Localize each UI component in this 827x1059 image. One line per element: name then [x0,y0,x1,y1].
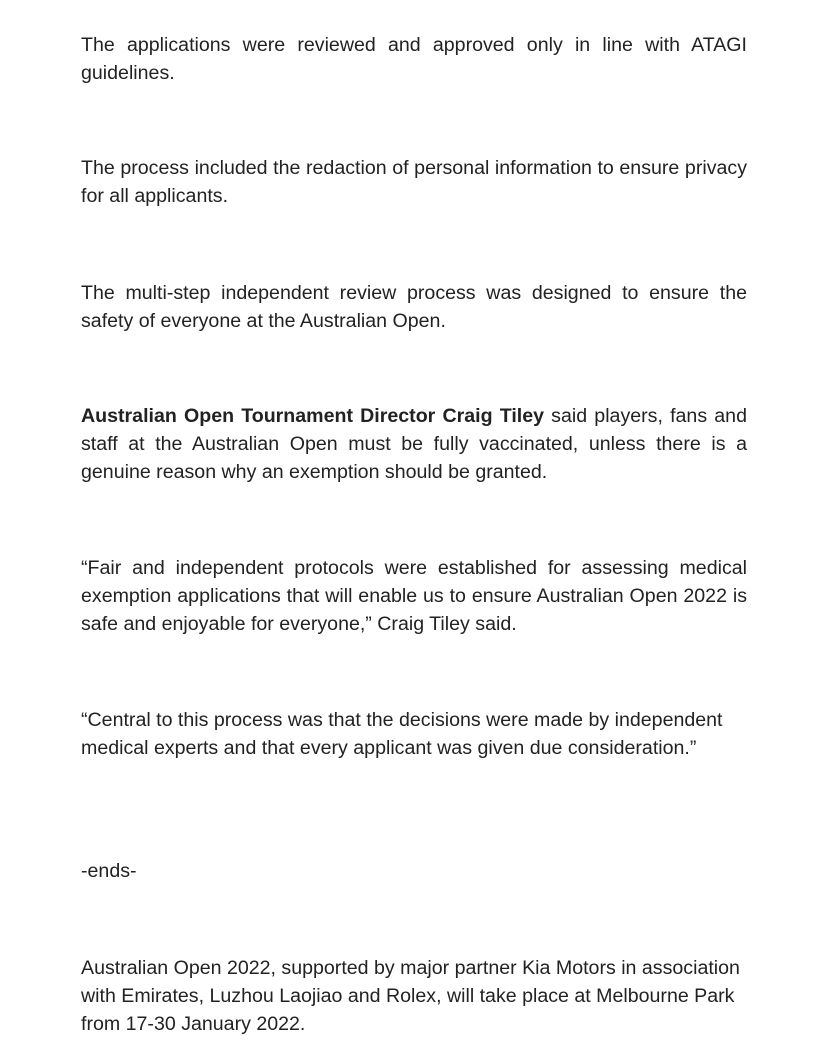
paragraph-tiley-quote-2: “Central to this process was that the decisions were made by independent medical experts and that every applicant was given due consideration.” [81,709,723,759]
paragraph-director-statement [81,402,747,486]
paragraph-review-process: The multi-step independent review process was designed to ensure the safety of everyone at the Australian Open. [81,282,747,332]
director-name-lead: Australian Open Tournament Director Craig Tiley [81,405,545,427]
director-statement-text: said players, fans and staff at the Australian Open must be fully vaccinated, unless there is a genuine reason why an exemption should be granted. [81,405,747,483]
ends-marker: -ends- [81,860,137,882]
paragraph-tiley-quote-1: “Fair and independent protocols were established for assessing medical exemption applications that will enable us to ensure Australian Open 2022 is safe and enjoyable for everyone,” Craig Tiley said. [81,557,747,635]
paragraph-privacy-redaction: The process included the redaction of personal information to ensure privacy for all applicants. [81,157,747,207]
paragraph-event-details: Australian Open 2022, supported by major partner Kia Motors in association with Emirates, Luzhou Laojiao and Rolex, will take place at Melbourne Park from 17-30 January 2022. [81,957,740,1035]
paragraph-atagi-guidelines: The applications were reviewed and approved only in line with ATAGI guidelines. [81,34,747,84]
